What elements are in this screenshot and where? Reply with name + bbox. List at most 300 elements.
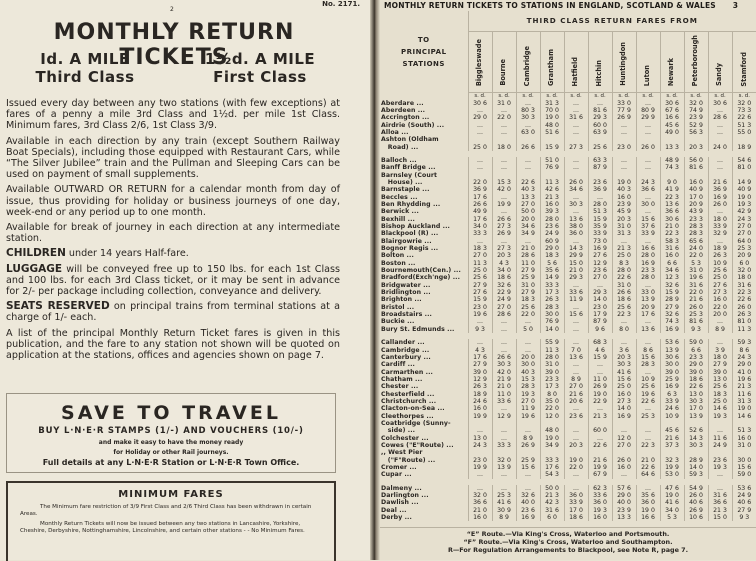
fare-cell: 27 9 bbox=[708, 361, 732, 368]
fare-cell-empty bbox=[516, 449, 540, 456]
fare-cell: 27 9 bbox=[516, 289, 540, 296]
fare-cell: 33 9 bbox=[708, 223, 732, 230]
table-row bbox=[380, 326, 756, 333]
fare-cell: ... bbox=[588, 361, 612, 368]
fare-cell: 39 0 bbox=[660, 369, 684, 376]
fare-cell: ... bbox=[636, 485, 660, 492]
fare-cell: 23 6 bbox=[708, 457, 732, 464]
fare-cell: 27 9 bbox=[468, 361, 492, 368]
fare-cell: 48 9 bbox=[660, 157, 684, 164]
fare-cell: ... bbox=[636, 282, 660, 289]
fare-cell: ... bbox=[612, 238, 636, 245]
fare-cell: 34 6 bbox=[564, 186, 588, 193]
fare-cell: 24 9 bbox=[732, 492, 756, 499]
fare-cell: 19 9 bbox=[660, 464, 684, 471]
save-line-1: BUY L·N·E·R STAMPS (1/-) AND VOUCHERS (10/-) bbox=[38, 426, 304, 436]
fare-cell: 24 3 bbox=[636, 179, 660, 186]
fare-cell: 51 3 bbox=[732, 122, 756, 129]
fare-cell: 22 6 bbox=[588, 442, 612, 449]
table-row bbox=[380, 507, 756, 514]
fare-cell: 40 0 bbox=[516, 499, 540, 506]
fare-cell-empty bbox=[684, 136, 708, 143]
fare-cell-empty bbox=[684, 172, 708, 179]
fare-cell: 23 3 bbox=[636, 267, 660, 274]
fare-cell: 14 9 bbox=[540, 274, 564, 281]
third-rate-text: Id. A MILE bbox=[40, 50, 130, 68]
fare-cell: 19 6 bbox=[636, 391, 660, 398]
fare-cell: 33 0 bbox=[612, 100, 636, 107]
fare-cell: 25 0 bbox=[468, 267, 492, 274]
fare-cell: 81 0 bbox=[732, 318, 756, 325]
fare-cell-empty bbox=[636, 449, 660, 456]
fare-cell: 28 9 bbox=[684, 457, 708, 464]
fare-cell: 18 3 bbox=[516, 296, 540, 303]
unit-label: s. d. bbox=[612, 92, 636, 100]
station-name: Banff Bridge ... bbox=[381, 164, 436, 172]
fare-cell: 56 0 bbox=[684, 157, 708, 164]
paragraph bbox=[6, 248, 340, 259]
fare-cell: 76 9 bbox=[540, 318, 564, 325]
fare-cell: 30 3 bbox=[492, 361, 516, 368]
fare-cell: 22 6 bbox=[516, 179, 540, 186]
fare-cell: 16 0 bbox=[540, 201, 564, 208]
fare-cell: 5 3 bbox=[684, 260, 708, 267]
fare-cell: 21 9 bbox=[492, 376, 516, 383]
fare-cell: 17 0 bbox=[684, 194, 708, 201]
fare-cell: ... bbox=[468, 427, 492, 434]
fare-cell: 19 6 bbox=[684, 274, 708, 281]
fare-table bbox=[380, 11, 756, 521]
fare-cell: 36 6 bbox=[468, 499, 492, 506]
fare-cell: ... bbox=[612, 157, 636, 164]
fare-cell: 14 9 bbox=[732, 179, 756, 186]
fare-cell: 18 3 bbox=[708, 391, 732, 398]
fare-cell: ... bbox=[492, 427, 516, 434]
fare-cell: 27 9 bbox=[732, 507, 756, 514]
fare-cell: 27 9 bbox=[516, 267, 540, 274]
fare-cell: ... bbox=[564, 164, 588, 171]
fare-cell: 18 9 bbox=[732, 144, 756, 151]
fare-cell: 31 3 bbox=[732, 398, 756, 405]
fare-cell: ... bbox=[708, 485, 732, 492]
fare-cell: 33 9 bbox=[660, 398, 684, 405]
fare-cell: 19 0 bbox=[636, 507, 660, 514]
fare-cell: 17 3 bbox=[540, 289, 564, 296]
fare-cell: 32 0 bbox=[732, 100, 756, 107]
fare-cell: 31 0 bbox=[540, 361, 564, 368]
fare-cell: 15 6 bbox=[612, 376, 636, 383]
fare-cell: 20 9 bbox=[636, 304, 660, 311]
fare-cell: 21 3 bbox=[588, 413, 612, 420]
fare-cell: 9 3 bbox=[684, 326, 708, 333]
table-row bbox=[380, 230, 756, 237]
fare-cell: ... bbox=[564, 427, 588, 434]
table-row bbox=[380, 427, 756, 434]
station-name: Chatham ... bbox=[381, 375, 423, 383]
station-name: Berwick ... bbox=[381, 208, 419, 216]
fare-cell: 30 0 bbox=[732, 457, 756, 464]
fare-cell-empty bbox=[516, 420, 540, 427]
unit-label: s. d. bbox=[636, 92, 660, 100]
fare-cell: 25 6 bbox=[468, 274, 492, 281]
table-row bbox=[380, 245, 756, 252]
fare-cell: 39 0 bbox=[540, 369, 564, 376]
fare-cell: 6 0 bbox=[732, 260, 756, 267]
fare-cell: 26 6 bbox=[492, 354, 516, 361]
station-name: Bournemouth(Cen.) ... bbox=[381, 267, 461, 275]
table-row bbox=[380, 122, 756, 129]
fare-cell: 17 6 bbox=[540, 464, 564, 471]
fare-cell: 19 6 bbox=[732, 376, 756, 383]
fare-cell: 51 0 bbox=[540, 157, 564, 164]
fare-cell: 13 9 bbox=[492, 464, 516, 471]
table-row bbox=[380, 398, 756, 405]
fare-cell: 60 9 bbox=[540, 238, 564, 245]
fare-cell: 24 9 bbox=[540, 230, 564, 237]
fare-cell: 18 0 bbox=[708, 216, 732, 223]
fare-cell: 30 6 bbox=[660, 100, 684, 107]
fare-cell: 24 9 bbox=[492, 296, 516, 303]
fare-cell: 27 3 bbox=[492, 223, 516, 230]
fare-cell: 23 9 bbox=[684, 114, 708, 121]
fare-cell: ... bbox=[636, 318, 660, 325]
fare-cell: 27 0 bbox=[588, 274, 612, 281]
fare-cell-empty bbox=[660, 136, 684, 143]
fare-cell: 28 0 bbox=[540, 216, 564, 223]
fare-cell: 32 6 bbox=[660, 282, 684, 289]
fare-cell: 39 3 bbox=[540, 208, 564, 215]
fare-cell: ... bbox=[564, 369, 588, 376]
fare-cell: ... bbox=[636, 129, 660, 136]
station-name: Aberdeen ... bbox=[381, 106, 426, 114]
unit-label: s. d. bbox=[660, 92, 684, 100]
fare-cell: 20 3 bbox=[684, 144, 708, 151]
column-name: Luton bbox=[643, 64, 652, 87]
fare-cell: 26 6 bbox=[492, 216, 516, 223]
fare-cell: 23 0 bbox=[588, 304, 612, 311]
fare-cell: 36 0 bbox=[636, 499, 660, 506]
fare-cell: 25 6 bbox=[612, 304, 636, 311]
fare-cell: 57 6 bbox=[612, 485, 636, 492]
fare-cell: 18 9 bbox=[708, 245, 732, 252]
fare-cell-empty bbox=[588, 449, 612, 456]
fare-cell: 63 3 bbox=[588, 157, 612, 164]
fare-cell: 30 0 bbox=[660, 361, 684, 368]
fare-cell: 30 0 bbox=[540, 311, 564, 318]
fare-cell: 26 3 bbox=[708, 252, 732, 259]
fare-cell: 10 6 bbox=[684, 514, 708, 521]
fare-cell: 38 0 bbox=[564, 223, 588, 230]
fare-cell: 22 6 bbox=[612, 274, 636, 281]
fare-cell: 9 6 bbox=[588, 326, 612, 333]
station-name: Coatbridge (Sunny- bbox=[381, 419, 451, 427]
fare-cell: ... bbox=[516, 318, 540, 325]
fare-cell: ... bbox=[564, 238, 588, 245]
fare-cell: 19 9 bbox=[588, 464, 612, 471]
table-row bbox=[380, 144, 756, 151]
fare-cell: 42 6 bbox=[540, 186, 564, 193]
minimum-fares-p2: Monthly Return Tickets will now be issued between any two stations in Lancashire, Yorkshire, Cheshire, Derbyshire, Nottinghamshire, Lincolnshire, and certain other stations - - No Minimum Fares. bbox=[20, 521, 305, 534]
fare-cell: 25 6 bbox=[588, 144, 612, 151]
unit-label: s. d. bbox=[516, 92, 540, 100]
column-header bbox=[588, 31, 612, 92]
fare-cell: 20 9 bbox=[684, 201, 708, 208]
paragraph bbox=[6, 264, 340, 298]
table-row bbox=[380, 464, 756, 471]
fare-cell: 81 6 bbox=[684, 164, 708, 171]
fare-cell-empty bbox=[636, 136, 660, 143]
fare-cell: 32 9 bbox=[708, 230, 732, 237]
fare-cell: 45 6 bbox=[660, 122, 684, 129]
station-name: Carmarthen ... bbox=[381, 368, 434, 376]
fare-cell: 87 9 bbox=[588, 164, 612, 171]
fare-cell: ... bbox=[636, 208, 660, 215]
fare-cell: 22 0 bbox=[468, 179, 492, 186]
station-name: Dawlish ... bbox=[381, 499, 419, 507]
fare-cell: 28 3 bbox=[636, 361, 660, 368]
fare-cell: 59 0 bbox=[684, 339, 708, 346]
fare-cell: 27 3 bbox=[492, 245, 516, 252]
fare-cell: 18 6 bbox=[612, 296, 636, 303]
fare-cell: 16 0 bbox=[588, 514, 612, 521]
fare-cell: ... bbox=[564, 361, 588, 368]
fare-cell: 3 9 bbox=[708, 347, 732, 354]
fare-cell-empty bbox=[636, 172, 660, 179]
fare-cell: 33 6 bbox=[588, 492, 612, 499]
fare-cell: 23 6 bbox=[516, 507, 540, 514]
fare-cell: 18 9 bbox=[468, 391, 492, 398]
fare-cell: 36 6 bbox=[636, 186, 660, 193]
fare-cell: 41 9 bbox=[660, 186, 684, 193]
table-row bbox=[380, 485, 756, 492]
unit-label: s. d. bbox=[732, 92, 756, 100]
fare-cell: 26 0 bbox=[684, 304, 708, 311]
fare-cell-empty bbox=[468, 449, 492, 456]
fare-cell: 3 6 bbox=[612, 347, 636, 354]
fare-cell: 19 0 bbox=[588, 391, 612, 398]
paragraph bbox=[6, 222, 340, 244]
fare-cell: 19 3 bbox=[516, 391, 540, 398]
fare-cell: 13 0 bbox=[708, 376, 732, 383]
fare-cell: 16 9 bbox=[516, 514, 540, 521]
fare-cell: ... bbox=[516, 485, 540, 492]
fare-cell: 54 3 bbox=[540, 471, 564, 478]
fare-cell: 87 9 bbox=[588, 318, 612, 325]
column-header bbox=[636, 31, 660, 92]
fare-cell: 30 6 bbox=[468, 100, 492, 107]
fare-cell: 18 0 bbox=[732, 274, 756, 281]
fare-cell: ... bbox=[564, 282, 588, 289]
fare-cell: ... bbox=[492, 208, 516, 215]
column-header bbox=[708, 31, 732, 92]
fare-cell-empty bbox=[708, 136, 732, 143]
document-number: No. 2171. bbox=[322, 0, 360, 8]
table-row bbox=[380, 318, 756, 325]
fare-cell: 41 6 bbox=[612, 369, 636, 376]
page-fold bbox=[370, 0, 380, 560]
fare-cell: 22 3 bbox=[612, 311, 636, 318]
fare-cell: 33 9 bbox=[564, 499, 588, 506]
fare-cell: 34 6 bbox=[516, 223, 540, 230]
table-row bbox=[380, 282, 756, 289]
fare-cell: 4 3 bbox=[492, 260, 516, 267]
fare-cell: 29 0 bbox=[732, 361, 756, 368]
fare-cell: 20 3 bbox=[612, 354, 636, 361]
station-name: Chesterfield ... bbox=[381, 390, 435, 398]
fare-cell: 9 0 bbox=[660, 179, 684, 186]
fare-cell: 10 9 bbox=[636, 376, 660, 383]
station-name: Cromer ... bbox=[381, 464, 417, 471]
fare-cell: 26 6 bbox=[612, 289, 636, 296]
fare-cell: ... bbox=[516, 100, 540, 107]
fare-cell: 16 0 bbox=[612, 464, 636, 471]
fare-cell: 40 3 bbox=[516, 186, 540, 193]
fare-cell: 32 0 bbox=[492, 457, 516, 464]
fare-cell: 24 6 bbox=[468, 398, 492, 405]
fare-cell-empty bbox=[540, 420, 564, 427]
fare-cell: 22 6 bbox=[732, 114, 756, 121]
fare-cell-empty bbox=[516, 136, 540, 143]
fare-cell: ... bbox=[612, 427, 636, 434]
table-row bbox=[380, 457, 756, 464]
fare-cell: 35 6 bbox=[540, 267, 564, 274]
left-page bbox=[0, 0, 372, 560]
fare-cell: 73 3 bbox=[732, 107, 756, 114]
fare-cell: 13 3 bbox=[660, 144, 684, 151]
table-row bbox=[380, 405, 756, 412]
fare-cell: ... bbox=[708, 208, 732, 215]
fare-cell: 25 9 bbox=[516, 457, 540, 464]
fare-cell: ... bbox=[492, 471, 516, 478]
station-name: Darlington ... bbox=[381, 492, 429, 500]
table-row bbox=[380, 157, 756, 164]
fare-cell: ... bbox=[588, 100, 612, 107]
fare-cell: 24 0 bbox=[684, 245, 708, 252]
fare-cell: 15 3 bbox=[492, 179, 516, 186]
fare-cell: 12 9 bbox=[492, 413, 516, 420]
fare-cell: 40 3 bbox=[516, 369, 540, 376]
fare-cell: 64 6 bbox=[636, 471, 660, 478]
station-name: Bridlington ... bbox=[381, 289, 431, 297]
fare-cell: 28 6 bbox=[708, 114, 732, 121]
fare-cell: ... bbox=[468, 339, 492, 346]
fare-cell: 25 3 bbox=[684, 311, 708, 318]
fare-cell: ... bbox=[636, 164, 660, 171]
fare-cell: 7 0 bbox=[564, 347, 588, 354]
fare-cell-empty bbox=[708, 172, 732, 179]
table-row bbox=[380, 347, 756, 354]
fare-cell: 29 9 bbox=[564, 252, 588, 259]
fare-cell: 22 0 bbox=[684, 252, 708, 259]
fare-cell: 29 0 bbox=[684, 361, 708, 368]
unit-spacer bbox=[380, 92, 468, 100]
fare-cell: 13 6 bbox=[564, 354, 588, 361]
save-line-4: Full details at any L·N·E·R Station or L·N·E·R Town Office. bbox=[42, 458, 300, 467]
table-row bbox=[380, 514, 756, 521]
fare-cell: 20 6 bbox=[564, 398, 588, 405]
paragraph-text: Available OUTWARD OR RETURN for a calendar month from day of issue, thus providing for holiday or business journeys of one day, week-end or any period up to one month. bbox=[6, 184, 340, 218]
fare-cell: 26 0 bbox=[684, 492, 708, 499]
fare-cell: 8 9 bbox=[516, 435, 540, 442]
fare-cell: 34 9 bbox=[540, 442, 564, 449]
fare-cell-empty bbox=[612, 449, 636, 456]
paragraph-lead: SEATS RESERVED bbox=[6, 300, 110, 313]
paragraph-text: A list of the principal Monthly Return Ticket fares is given in this publication, and the fare to any station not shown will be quoted on application at the stations, offices and agencies shown on page 7. bbox=[6, 327, 340, 362]
fare-cell: ... bbox=[588, 194, 612, 201]
fare-cell: 4 6 bbox=[588, 347, 612, 354]
minimum-fares-box bbox=[6, 481, 336, 561]
fare-cell: 6 0 bbox=[540, 514, 564, 521]
fare-cell: 19 3 bbox=[708, 413, 732, 420]
fare-cell: 26 9 bbox=[516, 442, 540, 449]
fare-cell: ... bbox=[636, 369, 660, 376]
fare-cell: 64 0 bbox=[732, 238, 756, 245]
fare-cell: 8 6 bbox=[636, 347, 660, 354]
table-row bbox=[380, 129, 756, 136]
fare-cell: ... bbox=[492, 164, 516, 171]
fare-cell: 36 6 bbox=[660, 208, 684, 215]
fare-cell: 16 9 bbox=[708, 194, 732, 201]
fare-cell: 19 0 bbox=[540, 114, 564, 121]
fare-cell: 21 0 bbox=[564, 267, 588, 274]
fare-cell: 40 9 bbox=[684, 186, 708, 193]
fare-cell: 27 9 bbox=[660, 304, 684, 311]
fare-cell: 28 0 bbox=[636, 252, 660, 259]
fare-cell: 31 6 bbox=[564, 114, 588, 121]
fare-cell: 42 3 bbox=[540, 499, 564, 506]
fare-cell-empty bbox=[468, 172, 492, 179]
fare-cell: 55 0 bbox=[732, 129, 756, 136]
fare-cell: 60 0 bbox=[588, 122, 612, 129]
fare-cell: 14 3 bbox=[684, 435, 708, 442]
fare-cell-empty bbox=[540, 136, 564, 143]
fare-cell-empty bbox=[636, 420, 660, 427]
fare-cell: 17 6 bbox=[468, 194, 492, 201]
fare-cell: 29 0 bbox=[468, 114, 492, 121]
fare-cell: 19 0 bbox=[612, 179, 636, 186]
column-header bbox=[540, 31, 564, 92]
fare-cell: 37 3 bbox=[660, 442, 684, 449]
fare-cell: 20 3 bbox=[492, 252, 516, 259]
table-row bbox=[380, 186, 756, 193]
table-row bbox=[380, 296, 756, 303]
fare-cell: ... bbox=[708, 122, 732, 129]
station-name: Boston ... bbox=[381, 259, 416, 267]
fare-cell-empty bbox=[540, 449, 564, 456]
fare-cell: 58 3 bbox=[660, 238, 684, 245]
fare-cell: 14 0 bbox=[540, 326, 564, 333]
fare-cell: ... bbox=[612, 318, 636, 325]
fare-cell: 21 3 bbox=[708, 507, 732, 514]
heading-line: TO bbox=[417, 35, 430, 44]
fare-cell: 35 0 bbox=[540, 398, 564, 405]
fare-cell: 14 0 bbox=[588, 296, 612, 303]
fare-cell: 28 3 bbox=[516, 383, 540, 390]
paragraph-lead: LUGGAGE bbox=[6, 262, 62, 275]
fare-cell: 15 9 bbox=[468, 296, 492, 303]
fare-cell: 39 0 bbox=[468, 369, 492, 376]
table-row bbox=[380, 100, 756, 107]
fare-cell: 21 0 bbox=[468, 507, 492, 514]
fare-cell: 18 6 bbox=[684, 376, 708, 383]
fare-cell: 41 6 bbox=[492, 499, 516, 506]
fare-cell: 30 3 bbox=[612, 361, 636, 368]
fare-cell: 24 3 bbox=[468, 442, 492, 449]
fare-cell: ... bbox=[564, 129, 588, 136]
fare-cell: 21 3 bbox=[540, 194, 564, 201]
fare-cell-empty bbox=[588, 172, 612, 179]
fare-cell: 24 6 bbox=[660, 405, 684, 412]
